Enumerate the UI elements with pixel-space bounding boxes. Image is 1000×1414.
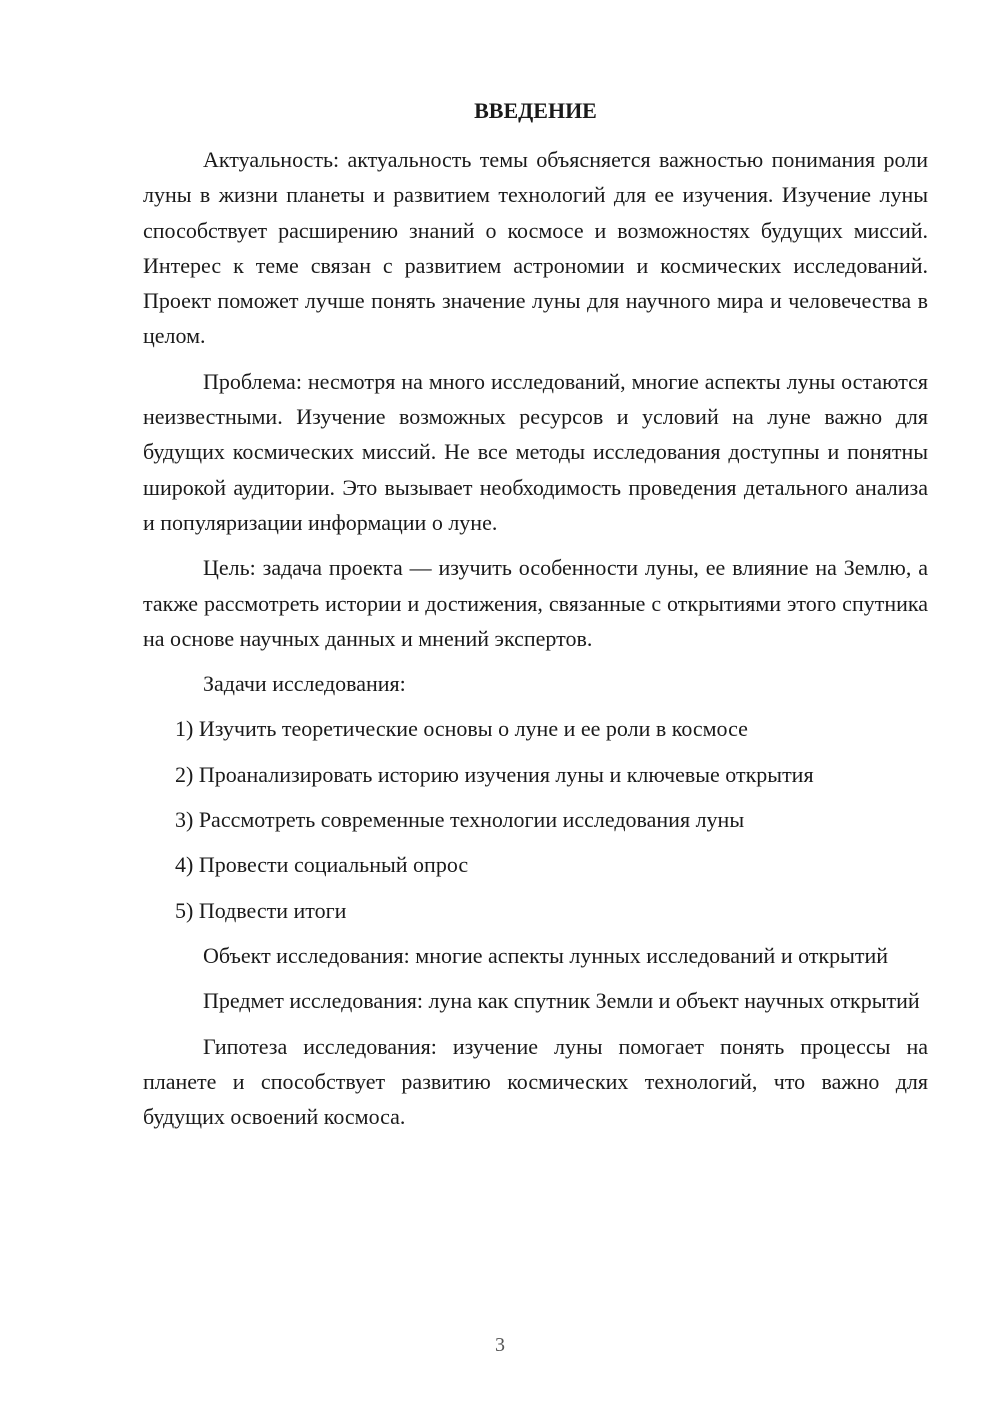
tasks-label: Задачи исследования: [203, 671, 406, 697]
list-item: 5) Подвести итоги [175, 897, 347, 923]
list-item: 4) Провести социальный опрос [175, 852, 469, 878]
list-item: 3) Рассмотреть современные технологии исследования луны [175, 807, 745, 833]
paragraph-subject: Предмет исследования: луна как спутник Земли и объект научных открытий [203, 988, 920, 1014]
paragraph-object: Объект исследования: многие аспекты лунных исследований и открытий [203, 942, 889, 968]
paragraph-hypothesis: Гипотеза исследования: изучение луны помогает понять процессы на планете и способствует развитию космических технологий, что важно для будущих освоений космоса. [143, 1033, 928, 1130]
document-page [143, 0, 928, 1414]
paragraph-problem: Проблема: несмотря на много исследований, многие аспекты луны остаются неизвестными. Изучение возможных ресурсов и условий на луне важно для будущих космических миссий. Не все методы исследования доступны и понятны широкой аудитории. Это вызывает необходимость проведения детального анализа и популяризации информации о луне. [143, 368, 928, 535]
section-heading: ВВЕДЕНИЕ [474, 98, 597, 123]
tasks-list [143, 711, 928, 927]
page-number: 3 [495, 1334, 505, 1356]
list-item: 2) Проанализировать историю изучения луны и ключевые открытия [175, 761, 814, 787]
list-item: 1) Изучить теоретические основы о луне и ее роли в космосе [175, 716, 748, 742]
paragraph-relevance: Актуальность: актуальность темы объясняется важностью понимания роли луны в жизни планеты и развитием технологий для ее изучения. Изучение луны способствует расширению знаний о космосе и возможностях будущих миссий. Интерес к теме связан с развитием астрономии и космических исследований. Проект поможет лучше понять значение луны для научного мира и человечества в целом. [143, 147, 928, 349]
document-body [143, 142, 928, 1144]
paragraph-goal: Цель: задача проекта — изучить особенности луны, ее влияние на Землю, а также рассмотреть истории и достижения, связанные с открытиями этого спутника на основе научных данных и мнений экспертов. [143, 555, 928, 651]
